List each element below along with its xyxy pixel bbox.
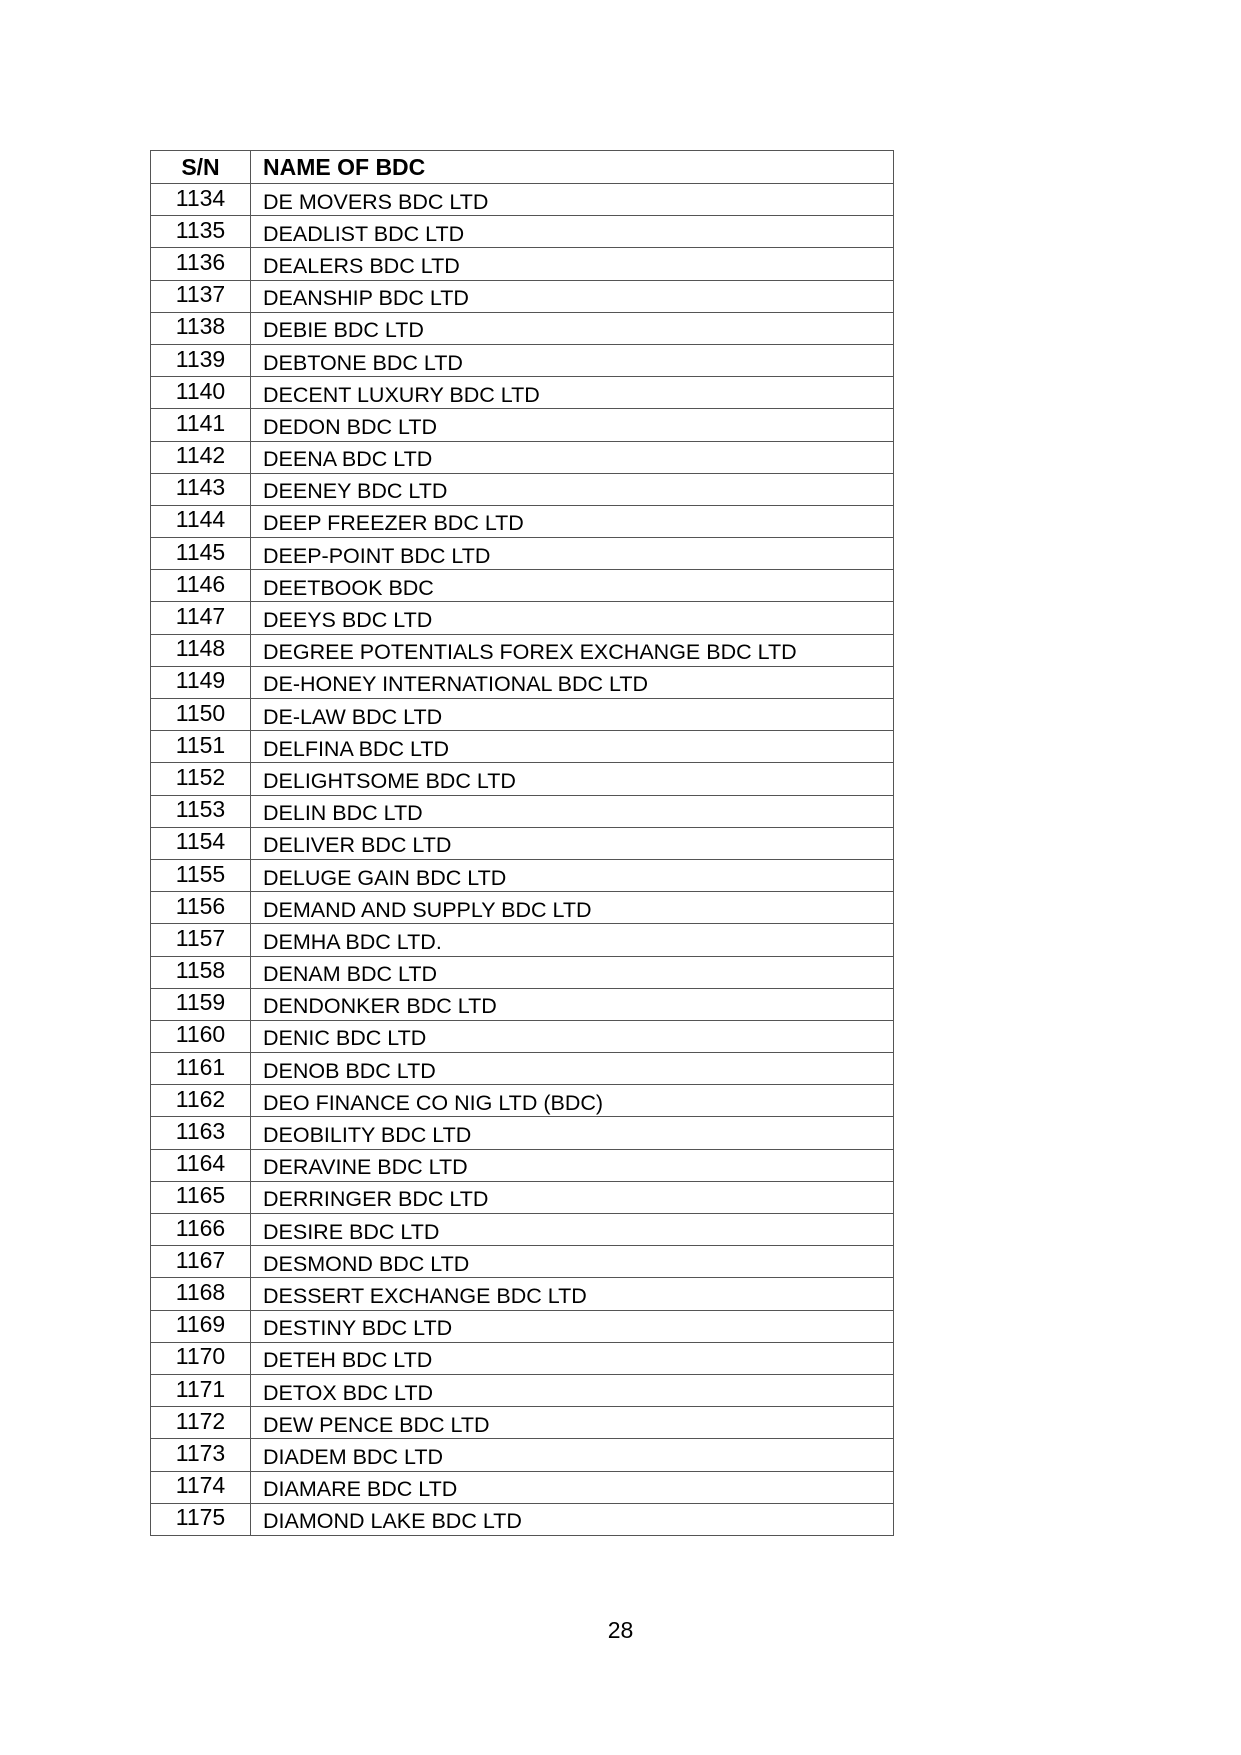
table-row	[151, 1439, 894, 1471]
table-row	[151, 859, 894, 891]
row-serial-number: 1146	[151, 570, 251, 602]
row-bdc-name: DEBTONE BDC LTD	[251, 344, 894, 376]
row-serial-number: 1143	[151, 473, 251, 505]
table-row	[151, 312, 894, 344]
row-bdc-name: DELIGHTSOME BDC LTD	[251, 763, 894, 795]
row-serial-number: 1166	[151, 1214, 251, 1246]
row-serial-number: 1134	[151, 184, 251, 216]
row-bdc-name: DERRINGER BDC LTD	[251, 1181, 894, 1213]
table-row	[151, 280, 894, 312]
row-bdc-name: DENDONKER BDC LTD	[251, 988, 894, 1020]
row-bdc-name: DIAMARE BDC LTD	[251, 1471, 894, 1503]
row-bdc-name: DENOB BDC LTD	[251, 1053, 894, 1085]
table-row	[151, 602, 894, 634]
row-serial-number: 1164	[151, 1149, 251, 1181]
row-serial-number: 1149	[151, 666, 251, 698]
table-row	[151, 956, 894, 988]
table-row	[151, 1181, 894, 1213]
row-serial-number: 1165	[151, 1181, 251, 1213]
row-bdc-name: DELUGE GAIN BDC LTD	[251, 859, 894, 891]
table-row	[151, 1214, 894, 1246]
table-row	[151, 441, 894, 473]
row-serial-number: 1137	[151, 280, 251, 312]
row-serial-number: 1174	[151, 1471, 251, 1503]
table-row	[151, 216, 894, 248]
table-row	[151, 892, 894, 924]
table-row	[151, 184, 894, 216]
row-bdc-name: DE MOVERS BDC LTD	[251, 184, 894, 216]
row-serial-number: 1162	[151, 1085, 251, 1117]
row-serial-number: 1147	[151, 602, 251, 634]
row-bdc-name: DEMAND AND SUPPLY BDC LTD	[251, 892, 894, 924]
table-row	[151, 1020, 894, 1052]
row-serial-number: 1144	[151, 505, 251, 537]
row-serial-number: 1151	[151, 731, 251, 763]
table-row	[151, 377, 894, 409]
row-bdc-name: DETOX BDC LTD	[251, 1374, 894, 1406]
row-serial-number: 1152	[151, 763, 251, 795]
header-sn: S/N	[151, 151, 251, 184]
row-bdc-name: DEMHA BDC LTD.	[251, 924, 894, 956]
row-bdc-name: DESMOND BDC LTD	[251, 1246, 894, 1278]
header-name-of-bdc: NAME OF BDC	[251, 151, 894, 184]
row-bdc-name: DELFINA BDC LTD	[251, 731, 894, 763]
table-row	[151, 1117, 894, 1149]
row-serial-number: 1171	[151, 1374, 251, 1406]
row-bdc-name: DESSERT EXCHANGE BDC LTD	[251, 1278, 894, 1310]
row-bdc-name: DENIC BDC LTD	[251, 1020, 894, 1052]
row-bdc-name: DESTINY BDC LTD	[251, 1310, 894, 1342]
table-row	[151, 1278, 894, 1310]
table-row	[151, 763, 894, 795]
row-bdc-name: DEEP-POINT BDC LTD	[251, 538, 894, 570]
table-row	[151, 634, 894, 666]
row-bdc-name: DECENT LUXURY BDC LTD	[251, 377, 894, 409]
row-bdc-name: DEEP FREEZER BDC LTD	[251, 505, 894, 537]
row-serial-number: 1168	[151, 1278, 251, 1310]
table-row	[151, 1053, 894, 1085]
bdc-table	[150, 150, 894, 1536]
table-row	[151, 1149, 894, 1181]
row-serial-number: 1158	[151, 956, 251, 988]
row-serial-number: 1139	[151, 344, 251, 376]
row-bdc-name: DEEYS BDC LTD	[251, 602, 894, 634]
row-serial-number: 1138	[151, 312, 251, 344]
row-serial-number: 1154	[151, 827, 251, 859]
row-serial-number: 1142	[151, 441, 251, 473]
row-serial-number: 1175	[151, 1503, 251, 1535]
table-row	[151, 795, 894, 827]
row-serial-number: 1156	[151, 892, 251, 924]
row-bdc-name: DENAM BDC LTD	[251, 956, 894, 988]
row-bdc-name: DEW PENCE BDC LTD	[251, 1407, 894, 1439]
row-serial-number: 1173	[151, 1439, 251, 1471]
row-serial-number: 1163	[151, 1117, 251, 1149]
row-serial-number: 1150	[151, 699, 251, 731]
row-bdc-name: DE-LAW BDC LTD	[251, 699, 894, 731]
row-serial-number: 1135	[151, 216, 251, 248]
row-serial-number: 1145	[151, 538, 251, 570]
row-bdc-name: DIAMOND LAKE BDC LTD	[251, 1503, 894, 1535]
row-bdc-name: DEOBILITY BDC LTD	[251, 1117, 894, 1149]
table-row	[151, 505, 894, 537]
table-row	[151, 1407, 894, 1439]
table-row	[151, 1085, 894, 1117]
table-row	[151, 827, 894, 859]
table-row	[151, 570, 894, 602]
row-bdc-name: DEANSHIP BDC LTD	[251, 280, 894, 312]
row-bdc-name: DEENA BDC LTD	[251, 441, 894, 473]
row-bdc-name: DEDON BDC LTD	[251, 409, 894, 441]
table-row	[151, 248, 894, 280]
table-body	[151, 184, 894, 1536]
table-row	[151, 409, 894, 441]
table-row	[151, 1503, 894, 1535]
row-serial-number: 1161	[151, 1053, 251, 1085]
row-serial-number: 1157	[151, 924, 251, 956]
row-bdc-name: DETEH BDC LTD	[251, 1342, 894, 1374]
row-bdc-name: DE-HONEY INTERNATIONAL BDC LTD	[251, 666, 894, 698]
row-bdc-name: DEALERS BDC LTD	[251, 248, 894, 280]
page-number: 28	[607, 1617, 634, 1643]
row-serial-number: 1136	[151, 248, 251, 280]
table-row	[151, 731, 894, 763]
row-serial-number: 1172	[151, 1407, 251, 1439]
table-row	[151, 988, 894, 1020]
row-serial-number: 1148	[151, 634, 251, 666]
table-row	[151, 538, 894, 570]
row-bdc-name: DEGREE POTENTIALS FOREX EXCHANGE BDC LTD	[251, 634, 894, 666]
table-row	[151, 1246, 894, 1278]
row-bdc-name: DESIRE BDC LTD	[251, 1214, 894, 1246]
row-bdc-name: DEADLIST BDC LTD	[251, 216, 894, 248]
row-bdc-name: DEO FINANCE CO NIG LTD (BDC)	[251, 1085, 894, 1117]
row-bdc-name: DERAVINE BDC LTD	[251, 1149, 894, 1181]
row-serial-number: 1159	[151, 988, 251, 1020]
row-serial-number: 1167	[151, 1246, 251, 1278]
table-row	[151, 1471, 894, 1503]
table-row	[151, 699, 894, 731]
row-bdc-name: DEENEY BDC LTD	[251, 473, 894, 505]
table-row	[151, 1374, 894, 1406]
table-row	[151, 344, 894, 376]
row-bdc-name: DELIVER BDC LTD	[251, 827, 894, 859]
row-serial-number: 1153	[151, 795, 251, 827]
row-serial-number: 1160	[151, 1020, 251, 1052]
row-bdc-name: DELIN BDC LTD	[251, 795, 894, 827]
row-serial-number: 1169	[151, 1310, 251, 1342]
table-row	[151, 1342, 894, 1374]
row-bdc-name: DIADEM BDC LTD	[251, 1439, 894, 1471]
row-bdc-name: DEETBOOK BDC	[251, 570, 894, 602]
row-serial-number: 1140	[151, 377, 251, 409]
table-header-row	[151, 151, 894, 184]
row-serial-number: 1141	[151, 409, 251, 441]
row-serial-number: 1155	[151, 859, 251, 891]
row-bdc-name: DEBIE BDC LTD	[251, 312, 894, 344]
row-serial-number: 1170	[151, 1342, 251, 1374]
table-row	[151, 666, 894, 698]
table-row	[151, 473, 894, 505]
table-row	[151, 1310, 894, 1342]
table-row	[151, 924, 894, 956]
